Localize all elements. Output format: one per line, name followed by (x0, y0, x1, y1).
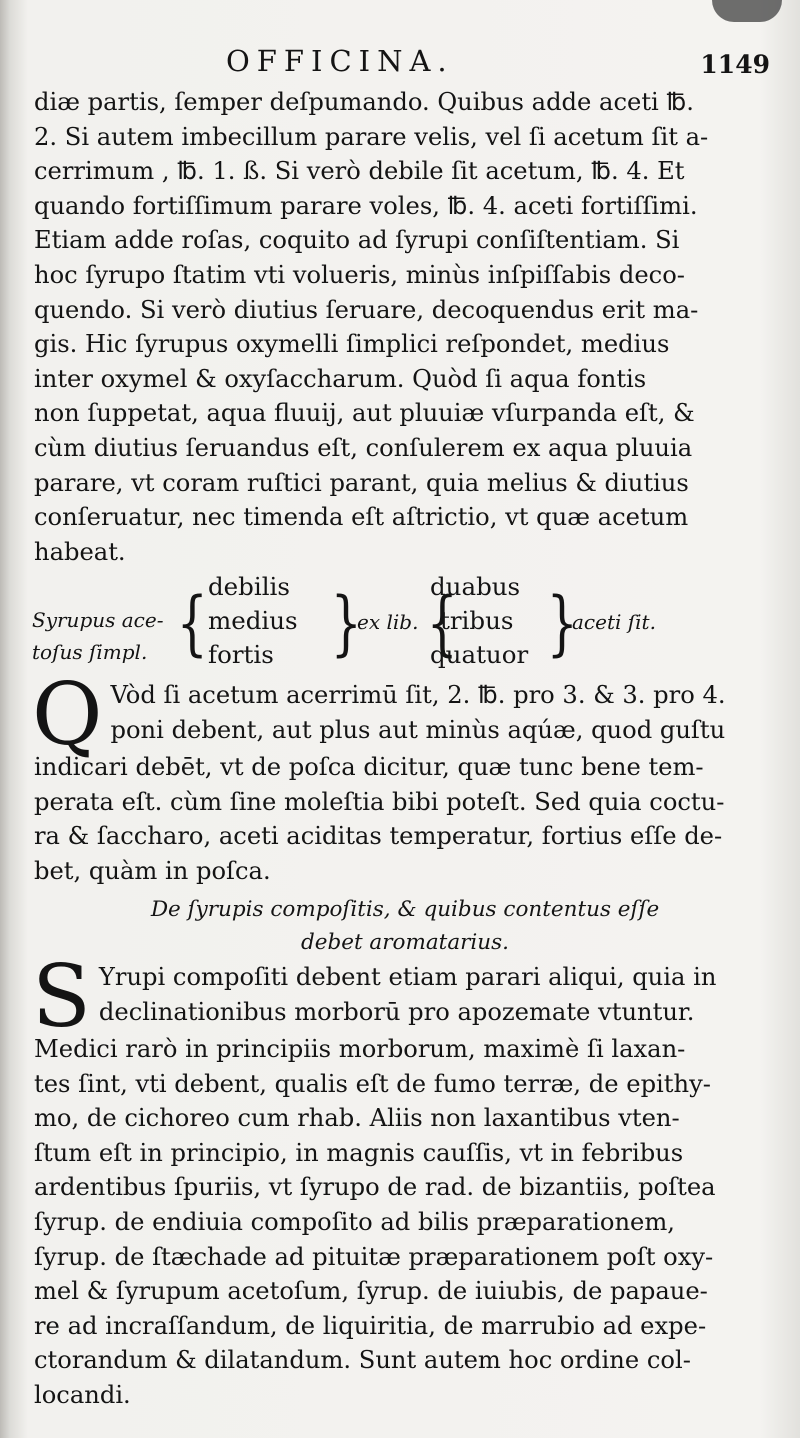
text-line: ſyrup. de endiuia compoſito ad bilis præparationem, (34, 1207, 675, 1236)
strength-debilis: debilis (208, 572, 290, 601)
text-line: cùm diutius ſeruandus eſt, conſulerem ex aqua pluuia (34, 433, 693, 462)
right-brace: } (330, 582, 362, 664)
text-line: habeat. (34, 537, 126, 566)
strength-medius: medius (208, 606, 298, 635)
heading-line2: debet aromatarius. (300, 930, 510, 955)
text-line: inter oxymel & oxyſaccharum. Quòd ſi aqua fontis (34, 364, 647, 393)
text-line: 2. Si autem imbecillum parare velis, vel ſi acetum ſit a- (34, 122, 709, 151)
heading-line1: De ſyrupis compoſitis, & quibus contentus eſſe (150, 897, 660, 922)
strength-fortis: fortis (208, 640, 274, 669)
text-line: mo, de cichoreo cum rhab. Aliis non laxantibus vten- (34, 1104, 680, 1133)
drop-cap: Q (32, 665, 103, 765)
page-header (36, 44, 770, 88)
ink-blot (712, 0, 782, 22)
text-line: diæ partis, ſemper deſpumando. Quibus adde aceti ℔. (34, 88, 694, 116)
paragraph-2 (32, 665, 779, 888)
text-line: declinationibus morborū pro apozemate vtuntur. (98, 997, 695, 1026)
text-line: ſyrup. de ſtæchade ad pituitæ præparationem poſt oxy- (34, 1242, 714, 1271)
text-line: gis. Hic ſyrupus oxymelli ſimplici reſpondet, medius (34, 330, 670, 359)
text-line: Etiam adde roſas, coquito ad ſyrupi conſiſtentiam. Si (34, 226, 680, 255)
text-line: tes ſint, vti debent, qualis eſt de fumo terræ, de epithy- (34, 1069, 711, 1098)
running-head: OFFICINA. (226, 44, 454, 78)
text-line: quando fortiſſimum parare voles, ℔. 4. aceti fortiſſimi. (34, 191, 698, 220)
amount-duabus: duabus (430, 572, 521, 601)
scheme-label-line1: Syrupus ace- (32, 608, 164, 632)
text-line: bet, quàm in poſca. (34, 856, 271, 885)
left-brace: { (426, 582, 458, 664)
right-brace: } (546, 582, 578, 664)
text-line: indicari debēt, vt de poſca dicitur, quæ tunc bene tem- (34, 753, 704, 781)
text-line: Medici rarò in principiis morborum, maximè ſi laxan- (34, 1035, 686, 1063)
text-line: non ſuppetat, aqua fluuij, aut pluuiæ vſurpanda eſt, & (34, 399, 695, 428)
amount-tribus: tribus (440, 606, 514, 635)
text-line: locandi. (34, 1380, 131, 1409)
paragraph-3 (32, 947, 779, 1413)
text-line: parare, vt coram ruſtici parant, quia melius & diutius (34, 468, 689, 497)
text-line: conſeruatur, nec timenda eſt aſtrictio, vt quæ acetum (34, 503, 689, 532)
text-line: hoc ſyrupo ſtatim vti volueris, minùs inſpiſſabis deco- (34, 260, 685, 289)
text-line: mel & ſyrupum acetoſum, ſyrup. de iuiubis, de papaue- (34, 1277, 708, 1306)
text-line: perata eſt. cùm ſine moleſtia bibi poteſt. Sed quia coctu- (34, 787, 725, 816)
scheme-connector: ex lib. (357, 610, 419, 634)
text-line: quendo. Si verò diutius ſeruare, decoquendus erit ma- (34, 295, 699, 324)
text-line: ctorandum & dilatandum. Sunt autem hoc ordine col- (34, 1346, 691, 1375)
scheme-label-line2: toſus ſimpl. (32, 640, 148, 664)
scheme-result: aceti ſit. (572, 610, 656, 634)
paragraph-1 (34, 85, 779, 569)
text-line: re ad incraſſandum, de liquiritia, de marrubio ad expe- (34, 1311, 707, 1340)
amount-quatuor: quatuor (430, 640, 529, 669)
text-line: ra & ſaccharo, aceti aciditas temperatur, fortius eſſe de- (34, 822, 723, 851)
left-brace: { (176, 582, 208, 664)
text-line: ſtum eſt in principio, in magnis cauſſis, vt in febribus (34, 1138, 684, 1167)
text-line: Yrupi compoſiti debent etiam parari aliqui, quia in (98, 963, 717, 991)
page-number: 1149 (700, 50, 770, 79)
text-line: ardentibus ſpuriis, vt ſyrupo de rad. de bizantiis, poſtea (34, 1173, 716, 1202)
recipe-scheme (32, 566, 772, 678)
section-heading (60, 893, 750, 959)
text-line: cerrimum , ℔. 1. ß. Si verò debile ſit acetum, ℔. 4. Et (34, 157, 685, 186)
text-line: Vòd ſi acetum acerrimū ſit, 2. ℔. pro 3. & 3. pro 4. (110, 681, 726, 709)
text-line: poni debent, aut plus aut minùs aqúæ, quod guſtu (110, 715, 726, 744)
drop-cap: S (32, 947, 91, 1047)
